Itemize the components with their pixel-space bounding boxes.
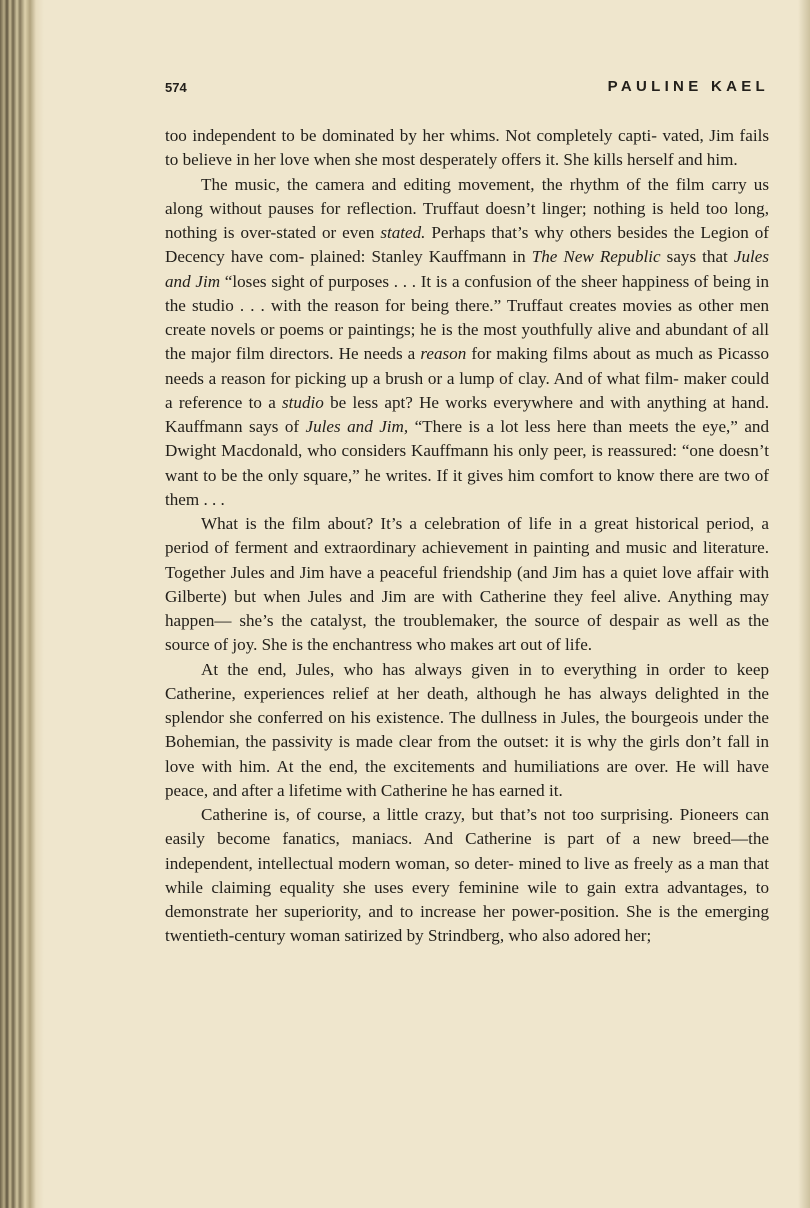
text-run: The music, the camera and editing movement, the rhythm of the film carry us along without pauses for reflection. Truffaut doesn’t linger; nothing is held too long, nothing is over-stated or even (165, 174, 769, 242)
paragraph-1 (165, 124, 769, 173)
paragraph-4 (165, 658, 769, 804)
body-text (165, 124, 769, 949)
text-run: What is the film about? It’s a celebration of life in a great historical period, a period of ferment and extraordinary achievement in painting and music and literature. Together Jules and Jim have a peaceful friendship (and Jim has a quiet love affair with Gilberte) but when Jules and Jim are with Catherine they feel alive. Anything may happen— she’s the catalyst, the troublemaker, the source of despair as well as the source of joy. She is the enchantress who makes art out of life. (165, 514, 769, 655)
text-run: for making films about as much as Picasso needs a reason for picking up a brush or a lump of clay. And of what film- maker could a reference to a (165, 344, 770, 412)
page-header (165, 78, 769, 100)
text-run: Catherine is, of course, a little crazy, but that’s not too surprising. Pioneers can easily become fanatics, maniacs. And Catherine is part of a new breed—the independent, intellectual modern woman, so deter- mined to live as freely as a man that while claiming equality she uses every feminine wile to gain extra advantages, to demonstrate her superiority, and to increase her power-position. She is the emerging twentieth-century woman satirized by Strindberg, who also adored her; (165, 805, 769, 946)
text-run: “There is a lot less here than meets the eye,” and Dwight Macdonald, who considers Kauffmann his only peer, is reassured: “one doesn’t want to be the only square,” he writes. If it gives him comfort to know there are two of them . . . (165, 417, 770, 509)
book-spine-gutter (0, 0, 44, 1208)
text-run: “loses sight of purposes . . . It is a confusion of the sheer happiness of being in the studio . . . with the reason for being there.” Truffaut creates movies as other men create novels or poems or paintings; he is the most youthfully alive and abundant of all the major film directors. He needs a (165, 271, 769, 364)
text-run: Perhaps that’s why others besides the Legion of Decency have com- plained: Stanley Kauffmann in (165, 223, 769, 267)
page-number: 574 (165, 80, 187, 95)
text-run: be less apt? He works everywhere and with anything at hand. Kauffmann says of (165, 392, 769, 436)
italic-text: The New Republic (531, 247, 661, 267)
paragraph-5 (165, 803, 769, 949)
italic-text: Jules and Jim (165, 247, 769, 291)
running-head-author: PAULINE KAEL (607, 78, 769, 95)
paragraph-3 (165, 512, 769, 658)
page-edge-shadow (798, 0, 810, 1208)
paragraph-2 (165, 173, 769, 513)
italic-text: Jules and Jim, (305, 417, 409, 436)
text-run: At the end, Jules, who has always given in to everything in order to keep Catherine, experiences relief at her death, although he has always delighted in the splendor she conferred on his existence. The dullness in Jules, the bourgeois under the Bohemian, the passivity is made clear from the outset: it is why the girls don’t fall in love with him. At the end, the excitements and humiliations are over. He will have peace, and after a lifetime with Catherine he has earned it. (165, 659, 769, 800)
italic-text: reason (420, 344, 467, 364)
text-run: too independent to be dominated by her whims. Not completely capti- vated, Jim fails to believe in her love when she most desperately offers it. She kills herself and him. (165, 126, 769, 170)
italic-text: studio (282, 392, 324, 412)
italic-text: stated. (380, 223, 426, 242)
text-run: says that (660, 247, 734, 267)
